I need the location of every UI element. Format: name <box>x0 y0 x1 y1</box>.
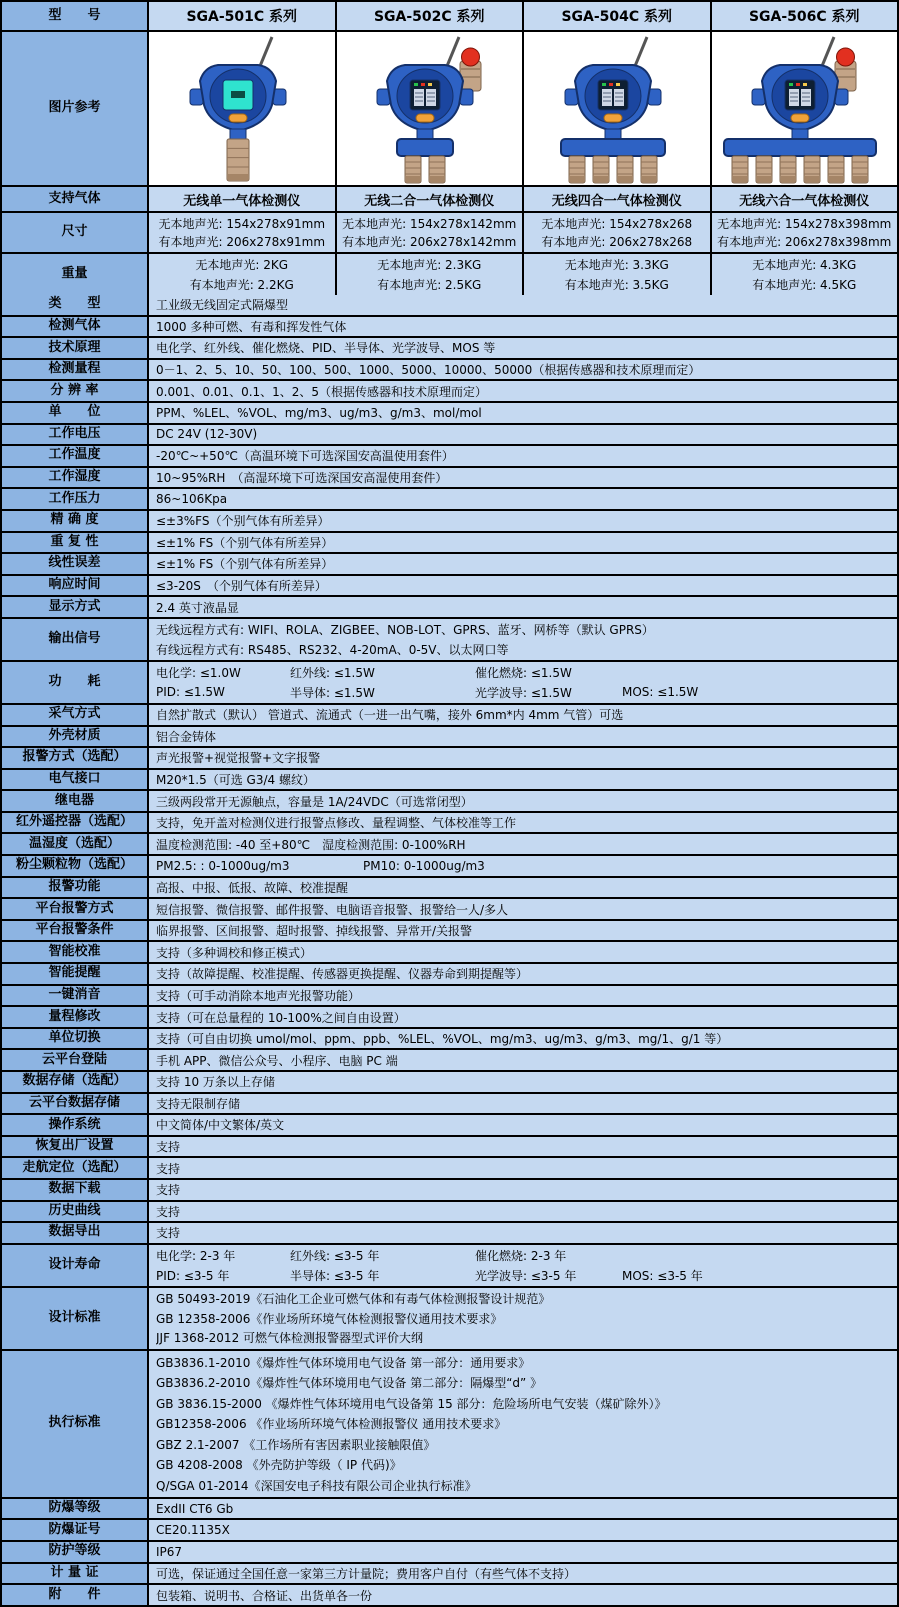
product-image-sga502c <box>337 32 525 185</box>
spec-row-label: 工作压力 <box>2 489 149 509</box>
spec-row-label: 数据下载 <box>2 1180 149 1200</box>
spec-value-line: 手机 APP、微信公众号、小程序、电脑 PC 端 <box>156 1053 398 1068</box>
spec-value-line: GB 12358-2006《作业场所环境气体检测报警仪通用技术要求》 <box>156 1311 503 1326</box>
weight-text: 无本地声光: 2.3KG <box>377 258 482 273</box>
spec-row <box>2 986 897 1008</box>
weight-text: 无本地声光: 4.3KG <box>752 258 857 273</box>
spec-row-value <box>149 856 897 876</box>
spec-value-line: 支持 <box>156 1183 181 1198</box>
spec-row <box>2 1202 897 1224</box>
spec-row-label: 操作系统 <box>2 1115 149 1135</box>
spec-value-segment: 催化燃烧: 2-3 年 <box>475 1249 567 1263</box>
dimensions-text: 有本地声光: 206x278x398mm <box>717 235 892 250</box>
spec-value-line: DC 24V (12-30V) <box>156 427 258 442</box>
weight-label: 重量 <box>2 254 149 295</box>
spec-value-line: GB12358-2006 《作业场所环境气体检测报警仪 通用技术要求》 <box>156 1417 507 1432</box>
supported-gas-text: 无线二合一气体检测仪 <box>364 193 495 209</box>
supported-gas-text: 无线四合一气体检测仪 <box>551 193 682 209</box>
spec-row-label: 量程修改 <box>2 1007 149 1027</box>
spec-value-line <box>156 859 893 873</box>
spec-row <box>2 381 897 403</box>
spec-row <box>2 597 897 619</box>
spec-row-value <box>149 791 897 811</box>
spec-row-label: 计 量 证 <box>2 1564 149 1584</box>
spec-row <box>2 317 897 339</box>
spec-value-line: 0.001、0.01、0.1、1、2、5（根据传感器和技术原理而定） <box>156 384 488 399</box>
weight-row <box>2 254 897 295</box>
image-row-label: 图片参考 <box>2 32 149 185</box>
weight-value-col1 <box>149 254 337 295</box>
spec-value-segment: 红外线: ≤1.5W <box>290 666 375 681</box>
supported-gas-value-col1 <box>149 187 337 211</box>
weight-text: 有本地声光: 3.5KG <box>564 277 669 292</box>
spec-value-segment: 红外线: ≤3-5 年 <box>290 1249 380 1263</box>
spec-value-segment: PM2.5: : 0-1000ug/m3 <box>156 858 290 873</box>
spec-row-value <box>149 1029 897 1049</box>
spec-row-value <box>149 619 897 660</box>
spec-value-line: 包装箱、说明书、合格证、出货单各一份 <box>156 1589 373 1604</box>
spec-row <box>2 338 897 360</box>
supported-gas-text: 无线单一气体检测仪 <box>183 193 301 209</box>
spec-value-line: 支持（可在总量程的 10-100%之间自由设置） <box>156 1010 406 1025</box>
spec-value-line: 支持 10 万条以上存储 <box>156 1075 275 1090</box>
spec-row-value <box>149 1158 897 1178</box>
weight-value-col2 <box>337 254 525 295</box>
spec-row-label: 走航定位（选配） <box>2 1158 149 1178</box>
spec-row-value <box>149 1245 897 1286</box>
supported-gas-label: 支持气体 <box>2 187 149 211</box>
spec-value-line: ExdII CT6 Gb <box>156 1501 234 1516</box>
spec-value-segment: PID: ≤3-5 年 <box>156 1268 230 1283</box>
spec-row-value <box>149 1542 897 1562</box>
spec-value-line: 支持（可手动消除本地声光报警功能） <box>156 988 361 1003</box>
spec-row <box>2 1223 897 1245</box>
dimensions-value-col3 <box>524 213 712 252</box>
spec-row <box>2 727 897 749</box>
spec-value-line <box>156 1247 893 1264</box>
spec-row <box>2 1564 897 1586</box>
spec-row <box>2 446 897 468</box>
spec-value-line: 支持，免开盖对检测仪进行报警点修改、量程调整、气体校准等工作 <box>156 816 517 831</box>
spec-value-line: 支持 <box>156 1161 181 1176</box>
spec-row-value <box>149 964 897 984</box>
spec-row <box>2 748 897 770</box>
spec-row <box>2 1245 897 1288</box>
spec-row-label: 类 型 <box>2 295 149 315</box>
dimensions-text: 无本地声光: 154x278x91mm <box>158 216 326 231</box>
spec-value-line: 工业级无线固定式隔爆型 <box>156 298 289 313</box>
spec-value-line: 温度检测范围: -40 至+80℃ 湿度检测范围: 0-100%RH <box>156 837 466 852</box>
spec-value-line: -20℃~+50℃（高温环境下可选深国安高温使用套件） <box>156 449 454 464</box>
supported-gas-row <box>2 187 897 213</box>
spec-value-segment: PM10: 0-1000ug/m3 <box>363 858 485 873</box>
spec-value-line: 支持无限制存储 <box>156 1096 241 1111</box>
spec-rows <box>2 295 897 1607</box>
spec-row <box>2 295 897 317</box>
spec-value-line: GBZ 2.1-2007 《工作场所有害因素职业接触限值》 <box>156 1437 436 1452</box>
spec-row-value <box>149 317 897 337</box>
spec-value-line <box>156 1267 893 1284</box>
supported-gas-value-col2 <box>337 187 525 211</box>
spec-row-label: 检测气体 <box>2 317 149 337</box>
spec-row-label: 报警方式（选配） <box>2 748 149 768</box>
spec-row-label: 设计标准 <box>2 1288 149 1349</box>
spec-row <box>2 511 897 533</box>
spec-value-line: 临界报警、区间报警、超时报警、掉线报警、异常开/关报警 <box>156 924 473 939</box>
dimensions-value-col2 <box>337 213 525 252</box>
spec-row-label: 分 辨 率 <box>2 381 149 401</box>
spec-row-value <box>149 921 897 941</box>
spec-row-value <box>149 1351 897 1497</box>
spec-row-value <box>149 1499 897 1519</box>
spec-value-segment: 光学波导: ≤1.5W <box>475 685 572 700</box>
spec-row-label: 检测量程 <box>2 360 149 380</box>
dimensions-label: 尺寸 <box>2 213 149 252</box>
spec-value-line: 无线远程方式有: WIFI、ROLA、ZIGBEE、NOB-LOT、GPRS、蓝牙、网桥等（默认 GPRS） <box>156 623 654 638</box>
spec-row-label: 单 位 <box>2 403 149 423</box>
spec-row-label: 数据导出 <box>2 1223 149 1243</box>
spec-value-segment: 催化燃烧: ≤1.5W <box>475 666 572 681</box>
spec-row-value <box>149 834 897 854</box>
spec-row-value <box>149 468 897 488</box>
spec-value-line: 支持（可自由切换 umol/mol、ppm、ppb、%LEL、%VOL、mg/m3、ug/m3、g/m3、mg/1、g/1 等） <box>156 1032 729 1047</box>
spec-row-value <box>149 338 897 358</box>
spec-row <box>2 1094 897 1116</box>
spec-row <box>2 921 897 943</box>
spec-row <box>2 1499 897 1521</box>
dimensions-text: 无本地声光: 154x278x268 <box>541 216 693 231</box>
spec-row-label: 精 确 度 <box>2 511 149 531</box>
spec-row-value <box>149 1094 897 1114</box>
spec-value-line: GB 3836.15-2000 《爆炸性气体环境用电气设备第 15 部分：危险场所电气安装（煤矿除外）》 <box>156 1396 667 1411</box>
spec-row <box>2 1288 897 1351</box>
spec-value-line: 铝合金铸体 <box>156 729 217 744</box>
spec-row-value <box>149 489 897 509</box>
spec-row-value <box>149 533 897 553</box>
spec-row-label: 粉尘颗粒物（选配） <box>2 856 149 876</box>
spec-row <box>2 360 897 382</box>
product-image-sga506c <box>712 32 898 185</box>
spec-row <box>2 1520 897 1542</box>
spec-row-value <box>149 727 897 747</box>
spec-row-label: 平台报警条件 <box>2 921 149 941</box>
spec-row-value <box>149 986 897 1006</box>
spec-value-line <box>156 664 893 681</box>
spec-value-segment: MOS: ≤1.5W <box>622 685 699 700</box>
dimensions-text: 无本地声光: 154x278x142mm <box>342 216 517 231</box>
spec-row-value <box>149 1137 897 1157</box>
spec-row <box>2 878 897 900</box>
spec-row-value <box>149 1564 897 1584</box>
spec-row-label: 设计寿命 <box>2 1245 149 1286</box>
spec-row <box>2 1007 897 1029</box>
spec-value-line: CE20.1135X <box>156 1523 230 1538</box>
model-name-sga501c: SGA-501C 系列 <box>149 2 337 30</box>
spec-value-line: Q/SGA 01-2014《深国安电子科技有限公司企业执行标准》 <box>156 1478 477 1493</box>
spec-row-label: 输出信号 <box>2 619 149 660</box>
model-name-sga502c: SGA-502C 系列 <box>337 2 525 30</box>
spec-row-label: 采气方式 <box>2 705 149 725</box>
spec-row-label: 附 件 <box>2 1585 149 1607</box>
spec-value-line: 支持 <box>156 1226 181 1241</box>
spec-row-label: 防爆证号 <box>2 1520 149 1540</box>
spec-row-value <box>149 1223 897 1243</box>
spec-row <box>2 1158 897 1180</box>
spec-row-value <box>149 1115 897 1135</box>
product-image-sga504c <box>524 32 712 185</box>
spec-row <box>2 770 897 792</box>
spec-value-line: 有线远程方式有: RS485、RS232、4-20mA、0-5V、以太网口等 <box>156 642 509 657</box>
spec-row-label: 重 复 性 <box>2 533 149 553</box>
spec-row-label: 恢复出厂设置 <box>2 1137 149 1157</box>
spec-row <box>2 1351 897 1499</box>
spec-value-line: 中文简体/中文繁体/英文 <box>156 1118 285 1133</box>
weight-text: 无本地声光: 3.3KG <box>564 258 669 273</box>
spec-row-value <box>149 295 897 315</box>
spec-row-label: 单位切换 <box>2 1029 149 1049</box>
weight-text: 有本地声光: 2.2KG <box>189 277 294 292</box>
spec-row-value <box>149 770 897 790</box>
spec-value-line: 支持 <box>156 1140 181 1155</box>
spec-row-value <box>149 942 897 962</box>
spec-row <box>2 1180 897 1202</box>
spec-row-label: 防护等级 <box>2 1542 149 1562</box>
spec-value-line: GB 4208-2008 《外壳防护等级（ IP 代码)》 <box>156 1458 402 1473</box>
weight-text: 有本地声光: 2.5KG <box>377 277 482 292</box>
spec-value-line: 支持（多种调校和修正模式） <box>156 945 313 960</box>
spec-row <box>2 468 897 490</box>
spec-row-label: 云平台数据存储 <box>2 1094 149 1114</box>
spec-row <box>2 619 897 662</box>
spec-row-label: 一键消音 <box>2 986 149 1006</box>
spec-row <box>2 834 897 856</box>
spec-row-value <box>149 662 897 703</box>
spec-row-value <box>149 1288 897 1349</box>
spec-row <box>2 899 897 921</box>
spec-row-value <box>149 1520 897 1540</box>
spec-row <box>2 533 897 555</box>
spec-row <box>2 856 897 878</box>
spec-value-line: PPM、%LEL、%VOL、mg/m3、ug/m3、g/m3、mol/mol <box>156 406 482 421</box>
spec-row <box>2 554 897 576</box>
weight-text: 有本地声光: 4.5KG <box>752 277 857 292</box>
spec-row-label: 外壳材质 <box>2 727 149 747</box>
spec-row-label: 响应时间 <box>2 576 149 596</box>
supported-gas-value-col3 <box>524 187 712 211</box>
spec-row <box>2 1137 897 1159</box>
spec-row-label: 平台报警方式 <box>2 899 149 919</box>
spec-value-segment: 光学波导: ≤3-5 年 <box>475 1268 577 1283</box>
spec-value-line: 可选，保证通过全国任意一家第三方计量院；费用客户自付（有些气体不支持） <box>156 1566 577 1581</box>
spec-row-value <box>149 1007 897 1027</box>
spec-row <box>2 813 897 835</box>
dimensions-row <box>2 213 897 254</box>
spec-row-value <box>149 1585 897 1607</box>
spec-row <box>2 1585 897 1607</box>
spec-row-label: 工作湿度 <box>2 468 149 488</box>
supported-gas-text: 无线六合一气体检测仪 <box>739 193 870 209</box>
spec-row-label: 线性误差 <box>2 554 149 574</box>
spec-row <box>2 1050 897 1072</box>
spec-row-value <box>149 878 897 898</box>
spec-value-line: 86~106Kpa <box>156 492 228 507</box>
weight-value-col3 <box>524 254 712 295</box>
spec-value-line: 短信报警、微信报警、邮件报警、电脑语音报警、报警给一人/多人 <box>156 902 509 917</box>
spec-value-line: ≤±3%FS（个别气体有所差异） <box>156 514 330 529</box>
product-image-sga501c <box>149 32 337 185</box>
spec-row-label: 数据存储（选配） <box>2 1072 149 1092</box>
spec-value-segment: 半导体: ≤3-5 年 <box>290 1268 380 1283</box>
spec-row-label: 功 耗 <box>2 662 149 703</box>
spec-value-line: 2.4 英寸液晶显 <box>156 600 239 615</box>
spec-value-line: 声光报警+视觉报警+文字报警 <box>156 751 321 766</box>
spec-value-line: 支持 <box>156 1204 181 1219</box>
spec-row-label: 继电器 <box>2 791 149 811</box>
spec-row-value <box>149 899 897 919</box>
dimensions-text: 有本地声光: 206x278x91mm <box>158 235 326 250</box>
spec-row <box>2 576 897 598</box>
spec-row-value <box>149 1202 897 1222</box>
spec-row-label: 智能提醒 <box>2 964 149 984</box>
spec-row-value <box>149 576 897 596</box>
spec-row-label: 报警功能 <box>2 878 149 898</box>
spec-row <box>2 1029 897 1051</box>
spec-value-line: 三级两段常开无源触点，容量是 1A/24VDC（可选常闭型） <box>156 794 473 809</box>
spec-value-line: 支持（故障提醒、校准提醒、传感器更换提醒、仪器寿命到期提醒等） <box>156 967 529 982</box>
model-header-row <box>2 2 897 32</box>
spec-row <box>2 964 897 986</box>
spec-row-value <box>149 1050 897 1070</box>
dimensions-text: 无本地声光: 154x278x398mm <box>717 216 892 231</box>
model-name-sga504c: SGA-504C 系列 <box>524 2 712 30</box>
spec-value-line: ≤±1% FS（个别气体有所差异） <box>156 557 334 572</box>
spec-value-segment: 半导体: ≤1.5W <box>290 685 375 700</box>
spec-value-line: JJF 1368-2012 可燃气体检测报警器型式评价大纲 <box>156 1331 424 1346</box>
spec-value-line: ≤±1% FS（个别气体有所差异） <box>156 535 334 550</box>
spec-row <box>2 1115 897 1137</box>
spec-row-value <box>149 511 897 531</box>
spec-row-value <box>149 597 897 617</box>
spec-value-line: GB 50493-2019《石油化工企业可燃气体和有毒气体检测报警设计规范》 <box>156 1292 551 1307</box>
spec-row-value <box>149 813 897 833</box>
spec-row-label: 执行标准 <box>2 1351 149 1497</box>
spec-value-line: 高报、中报、低报、故障、校准提醒 <box>156 880 349 895</box>
spec-row <box>2 1072 897 1094</box>
spec-row-label: 显示方式 <box>2 597 149 617</box>
spec-row-label: 历史曲线 <box>2 1202 149 1222</box>
per-model-rows <box>2 187 897 295</box>
dimensions-value-col1 <box>149 213 337 252</box>
spec-row-value <box>149 554 897 574</box>
spec-row-label: 温湿度（选配） <box>2 834 149 854</box>
spec-row-value <box>149 425 897 445</box>
spec-row <box>2 403 897 425</box>
spec-row <box>2 791 897 813</box>
product-image-row <box>2 32 897 187</box>
spec-row-value <box>149 446 897 466</box>
spec-value-line: ≤3-20S （个别气体有所差异） <box>156 579 327 594</box>
spec-row-label: 工作电压 <box>2 425 149 445</box>
spec-row-value <box>149 1180 897 1200</box>
spec-row-label: 电气接口 <box>2 770 149 790</box>
spec-row-value <box>149 748 897 768</box>
spec-row-label: 智能校准 <box>2 942 149 962</box>
spec-row <box>2 489 897 511</box>
spec-row <box>2 942 897 964</box>
weight-value-col4 <box>712 254 898 295</box>
spec-row-label: 工作温度 <box>2 446 149 466</box>
spec-row-label: 云平台登陆 <box>2 1050 149 1070</box>
spec-value-line: M20*1.5（可选 G3/4 螺纹） <box>156 772 315 787</box>
spec-value-line <box>156 684 893 701</box>
model-header-label: 型 号 <box>2 2 149 30</box>
spec-value-line: 自然扩散式（默认） 管道式、流通式（一进一出气嘴，接外 6mm*内 4mm 气管）可选 <box>156 708 624 723</box>
spec-value-segment: PID: ≤1.5W <box>156 685 225 700</box>
spec-row-value <box>149 360 897 380</box>
spec-row-label: 技术原理 <box>2 338 149 358</box>
spec-row <box>2 705 897 727</box>
dimensions-text: 有本地声光: 206x278x268 <box>541 235 693 250</box>
spec-value-line: 电化学、红外线、催化燃烧、PID、半导体、光学波导、MOS 等 <box>156 341 496 356</box>
spec-row-value <box>149 403 897 423</box>
spec-row-label: 防爆等级 <box>2 1499 149 1519</box>
spec-value-line: 10~95%RH （高湿环境下可选深国安高湿使用套件） <box>156 471 448 486</box>
weight-text: 无本地声光: 2KG <box>195 258 289 273</box>
dimensions-text: 有本地声光: 206x278x142mm <box>342 235 517 250</box>
spec-value-segment: 电化学: 2-3 年 <box>156 1249 236 1263</box>
spec-row <box>2 662 897 705</box>
spec-value-line: GB3836.1-2010《爆炸性气体环境用电气设备 第一部分：通用要求》 <box>156 1355 531 1370</box>
spec-row <box>2 425 897 447</box>
spec-value-line: GB3836.2-2010《爆炸性气体环境用电气设备 第二部分：隔爆型“d” 》 <box>156 1376 543 1391</box>
spec-row-label: 红外遥控器（选配） <box>2 813 149 833</box>
spec-row-value <box>149 381 897 401</box>
spec-value-segment: MOS: ≤3-5 年 <box>622 1268 703 1283</box>
spec-value-line: 0－1、2、5、10、50、100、500、1000、5000、10000、50000（根据传感器和技术原理而定） <box>156 363 701 378</box>
model-name-sga506c: SGA-506C 系列 <box>712 2 898 30</box>
spec-value-line: IP67 <box>156 1544 183 1559</box>
spec-row-value <box>149 705 897 725</box>
spec-value-segment: 电化学: ≤1.0W <box>156 666 241 681</box>
dimensions-value-col4 <box>712 213 898 252</box>
spec-row <box>2 1542 897 1564</box>
spec-row-value <box>149 1072 897 1092</box>
supported-gas-value-col4 <box>712 187 898 211</box>
spec-value-line: 1000 多种可燃、有毒和挥发性气体 <box>156 319 347 334</box>
